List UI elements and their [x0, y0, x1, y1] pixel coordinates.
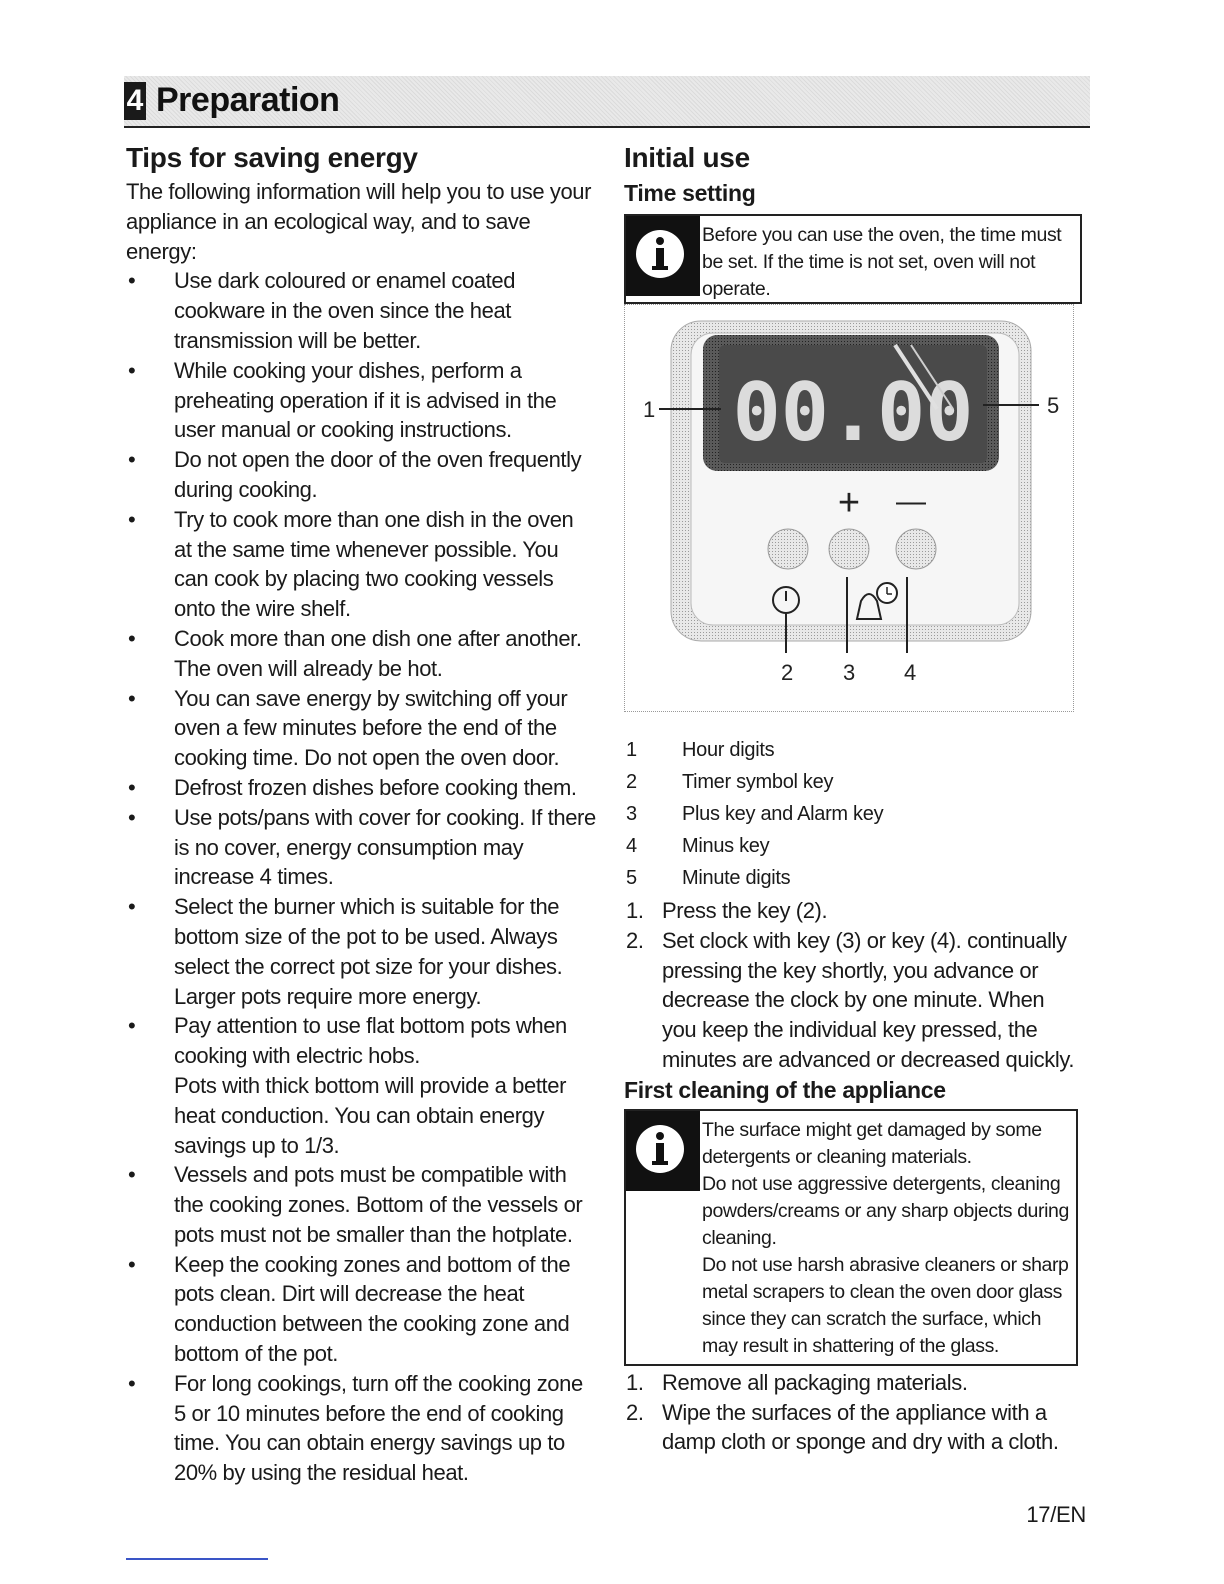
chapter-number: 4: [124, 82, 146, 120]
list-item: • Vessels and pots must be compatible with the cooking zones. Bottom of the vessels or pots must not be smaller than the hotplate.: [128, 1162, 583, 1247]
page-number: 17/EN: [1026, 1502, 1086, 1527]
bullet-icon: •: [128, 1251, 136, 1277]
bullet-icon: •: [128, 804, 136, 830]
clock-panel-figure: [624, 304, 1074, 712]
bullet-icon: •: [128, 625, 136, 651]
list-item-extra: Pots with thick bottom will provide a better heat conduction. You can obtain energy savings up to 1/3.: [174, 1072, 567, 1158]
list-item: • Use pots/pans with cover for cooking. If there is no cover, energy consumption may increase 4 times.: [128, 804, 596, 890]
right-column: [624, 140, 1084, 1457]
list-item: 2. Set clock with key (3) or key (4). continually pressing the key shortly, you advance or decrease the clock by one minute. When you keep the individual key pressed, the minutes are advanced or decreased quickly.: [626, 927, 1075, 1072]
callout-2: 2: [781, 660, 794, 685]
list-item: • Keep the cooking zones and bottom of the pots clean. Dirt will decrease the heat conduction between the cooking zone and bottom of the pot.: [128, 1251, 571, 1367]
legend-row: 2 Timer symbol key: [626, 771, 834, 793]
chapter-title: Preparation: [156, 81, 340, 119]
legend-row: 5 Minute digits: [626, 867, 791, 889]
time-info-note: Before you can use the oven, the time must be set. If the time is not set, oven will not operate.: [624, 214, 1082, 304]
bullet-icon: •: [128, 774, 136, 800]
list-item: • Select the burner which is suitable for the bottom size of the pot to be used. Always select the correct pot size for your dishes. Larger pots require more energy.: [128, 894, 563, 1009]
footer-divider: [126, 1558, 268, 1560]
minus-key-button[interactable]: [896, 529, 936, 569]
chapter-header: [124, 76, 1090, 128]
list-item: • For long cookings, turn off the cooking zone 5 or 10 minutes before the end of cooking time. You can obtain energy savings up to 20% by using the residual heat.: [128, 1370, 583, 1486]
list-item: • Use dark coloured or enamel coated cookware in the oven since the heat transmission will be better.: [128, 268, 516, 353]
time-setting-steps: [624, 896, 1084, 1075]
figure-legend: [624, 734, 1084, 894]
bullet-icon: •: [128, 894, 136, 920]
clock-display-digits: 00.00: [732, 366, 974, 459]
list-item: • Pay attention to use flat bottom pots when cooking with electric hobs. Pots with thick bottom will provide a better heat conduction. You can obtain energy savings up to 1/3.: [128, 1013, 567, 1158]
timer-key-button[interactable]: [768, 529, 808, 569]
list-item: • Defrost frozen dishes before cooking them.: [126, 773, 596, 803]
list-item: • Cook more than one dish one after another. The oven will already be hot.: [128, 625, 582, 681]
bullet-icon: •: [128, 685, 136, 711]
bullet-icon: •: [128, 1162, 136, 1188]
callout-3: 3: [843, 660, 856, 685]
legend-row: 4 Minus key: [626, 835, 770, 857]
minus-symbol: —: [896, 485, 926, 518]
bullet-icon: •: [128, 447, 136, 473]
plus-symbol: +: [837, 482, 861, 524]
list-item: 1. Remove all packaging materials.: [626, 1369, 968, 1395]
tips-list: [126, 266, 596, 1488]
list-item: • Try to cook more than one dish in the oven at the same time whenever possible. You can cook by placing two cooking vessels onto the wire shelf.: [128, 506, 574, 622]
cleaning-info-note: The surface might get damaged by some detergents or cleaning materials. Do not use aggressive detergents, cleaning powders/creams or any sharp objects during cleaning. Do not use harsh abrasive cleaners or sharp metal scrapers to clean the oven door glass since they can scratch the surface, which may result in shattering of the glass.: [624, 1109, 1078, 1366]
list-item: • Do not open the door of the oven frequently during cooking.: [128, 447, 582, 502]
info-icon: [626, 216, 700, 296]
bullet-icon: •: [128, 268, 136, 294]
tips-heading: Tips for saving energy: [126, 142, 418, 173]
legend-row: 1 Hour digits: [626, 739, 775, 761]
callout-4: 4: [904, 660, 917, 685]
time-setting-heading: Time setting: [624, 180, 756, 206]
callout-5: 5: [1047, 393, 1060, 418]
bullet-icon: •: [128, 506, 136, 532]
list-item: • You can save energy by switching off your oven a few minutes before the end of the cooking time. Do not open the oven door.: [128, 685, 568, 771]
left-column: [126, 140, 596, 1488]
initial-use-heading: Initial use: [624, 142, 750, 173]
legend-row: 3 Plus key and Alarm key: [626, 803, 884, 825]
bullet-icon: •: [128, 1013, 136, 1039]
list-item: 1. Press the key (2).: [626, 898, 828, 923]
cleaning-steps: [624, 1368, 1084, 1457]
list-item: • While cooking your dishes, perform a preheating operation if it is advised in the user manual or cooking instructions.: [128, 357, 557, 443]
list-item: 2. Wipe the surfaces of the appliance with a damp cloth or sponge and dry with a cloth.: [626, 1399, 1059, 1455]
callout-1: 1: [643, 397, 656, 422]
first-cleaning-heading: First cleaning of the appliance: [624, 1076, 946, 1103]
bullet-icon: •: [128, 357, 136, 383]
bullet-icon: •: [128, 1370, 136, 1396]
plus-alarm-key-button[interactable]: [829, 529, 869, 569]
tips-intro: The following information will help you to use your appliance in an ecological way, and to save energy:: [126, 179, 592, 264]
info-icon: [626, 1111, 700, 1191]
